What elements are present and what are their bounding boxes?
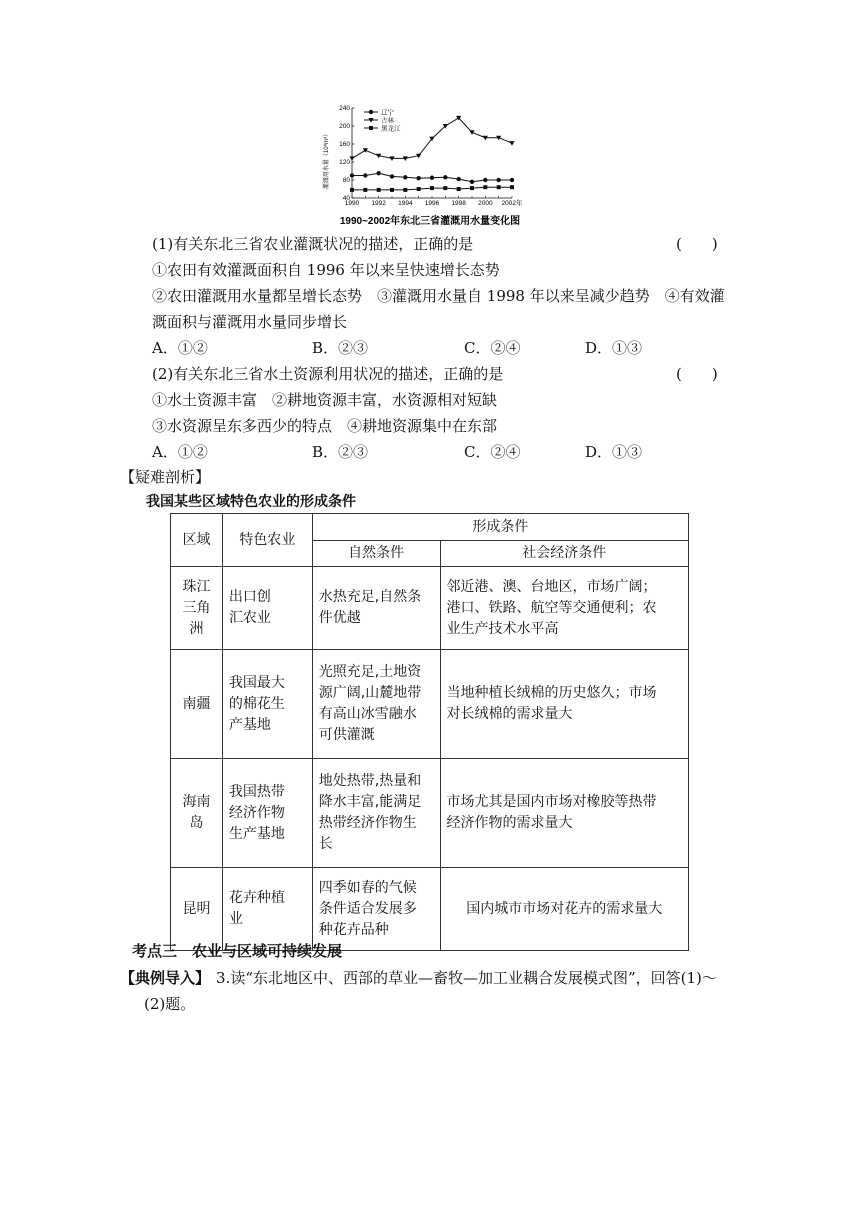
cell-agriculture — [222, 650, 312, 759]
y-tick-label: 160 — [339, 141, 350, 149]
header-agriculture: 特色农业 — [222, 514, 312, 567]
cell-line: 生产基地 — [228, 825, 285, 842]
cell-social — [440, 567, 689, 650]
example-text-1: 3.读“东北地区中、西部的草业—畜牧—加工业耦合发展模式图”，回答(1)～ — [216, 969, 717, 987]
x-tick-label: 2000 — [478, 200, 493, 207]
cell-line: 对长绒棉的需求量大 — [446, 706, 573, 722]
q1-answer-paren[interactable]: ( ) — [676, 235, 718, 253]
q1-option-d[interactable]: D．①③ — [585, 339, 643, 357]
q1-statement-1: ①农田有效灌溉面积自 1996 年以来呈快速增长态势 — [152, 261, 500, 279]
q1-stem: (1)有关东北三省农业灌溉状况的描述，正确的是 — [152, 235, 474, 253]
cell-line: 热带经济作物生 — [318, 815, 417, 831]
q2-statement-2: ③水资源呈东多西少的特点 ④耕地资源集中在东部 — [152, 417, 498, 435]
data-point — [417, 187, 421, 191]
table-title: 我国某些区域特色农业的形成条件 — [146, 494, 356, 510]
chart-axes — [352, 108, 512, 198]
data-point — [430, 186, 434, 190]
data-point — [349, 156, 354, 161]
legend-label: 黑龙江 — [381, 125, 401, 133]
cell-line: 港口、铁路、航空等交通便利；农 — [446, 599, 657, 616]
data-point — [363, 188, 367, 192]
cell-line: 源广阔,山麓地带 — [318, 685, 422, 701]
data-point — [390, 188, 394, 192]
cell-natural — [312, 759, 440, 868]
data-point — [430, 176, 434, 180]
x-tick-label: 1996 — [424, 200, 440, 207]
q2-option-d[interactable]: D．①③ — [585, 443, 643, 461]
cell-region — [171, 650, 223, 759]
q2-answer-paren[interactable]: ( ) — [676, 365, 718, 383]
header-region: 区域 — [171, 514, 223, 567]
cell-line: 昆明 — [182, 900, 211, 917]
header-social: 社会经济条件 — [440, 541, 689, 567]
analysis-heading: 【疑难剖析】 — [120, 468, 211, 486]
chart-series — [349, 116, 514, 192]
header-natural: 自然条件 — [312, 541, 440, 567]
cell-agriculture — [222, 868, 312, 951]
cell-line: 市场尤其是国内市场对橡胶等热带 — [446, 794, 657, 810]
cell-line: 有高山冰雪融水 — [318, 706, 417, 722]
data-point — [470, 180, 474, 184]
cell-natural — [312, 868, 440, 951]
header-conditions: 形成条件 — [312, 514, 688, 541]
irrigation-water-chart — [318, 100, 542, 228]
data-point — [416, 176, 420, 180]
example-tag: 【典例导入】 — [120, 969, 211, 987]
cell-line: 南疆 — [182, 695, 211, 712]
data-point — [377, 188, 381, 192]
cell-natural — [312, 567, 440, 650]
data-point — [510, 185, 514, 189]
table-row — [171, 650, 689, 759]
q2-option-a[interactable]: A．①② — [152, 443, 208, 461]
data-point — [457, 187, 461, 191]
example-intro — [120, 967, 717, 989]
cell-line: 的棉花生 — [228, 695, 285, 712]
cell-line: 种花卉品种 — [318, 921, 389, 938]
cell-line: 水热充足,自然条 — [318, 589, 422, 605]
q1-option-a[interactable]: A．①② — [152, 339, 208, 357]
x-tick-label: 1998 — [451, 200, 466, 207]
cell-line: 件优越 — [318, 610, 361, 626]
q2-statement-1: ①水土资源丰富 ②耕地资源丰富，水资源相对短缺 — [152, 391, 498, 409]
cell-line: 可供灌溉 — [318, 727, 375, 743]
cell-line: 三角 — [182, 599, 211, 616]
y-tick-label: 40 — [342, 195, 350, 203]
cell-line: 地处热带,热量和 — [318, 773, 422, 789]
data-point — [510, 178, 514, 182]
legend-label: 辽宁 — [381, 109, 394, 117]
series-1 — [350, 171, 514, 184]
y-tick-label: 120 — [339, 159, 350, 167]
cell-line: 珠江 — [182, 578, 211, 595]
cell-line: 国内城市市场对花卉的需求量大 — [466, 900, 663, 917]
cell-line: 四季如春的气候 — [318, 879, 417, 896]
x-tick-label: 1992 — [371, 200, 386, 207]
q2-stem: (2)有关东北三省水土资源利用状况的描述，正确的是 — [152, 365, 504, 383]
table-row — [171, 868, 689, 951]
cell-social — [440, 868, 689, 951]
data-point — [350, 173, 354, 177]
cell-region — [171, 759, 223, 868]
cell-line: 业生产技术水平高 — [446, 620, 559, 637]
q2-option-c[interactable]: C．②④ — [464, 443, 521, 461]
y-axis-label: 灌溉用水量（10⁸m³） — [324, 130, 330, 190]
cell-line: 我国热带 — [228, 783, 285, 800]
y-tick-label: 240 — [339, 105, 350, 113]
chart-title: 1990~2002年东北三省灌溉用水量变化图 — [339, 216, 521, 227]
legend-marker — [369, 126, 373, 130]
y-tick-label: 80 — [342, 177, 350, 185]
cell-social — [440, 759, 689, 868]
q1-option-c[interactable]: C．②④ — [464, 339, 521, 357]
cell-line: 光照充足,土地资 — [318, 664, 422, 680]
cell-agriculture — [222, 567, 312, 650]
legend-marker — [369, 110, 373, 114]
table-header-row — [171, 514, 689, 541]
cell-line: 长 — [318, 836, 333, 852]
cell-line: 经济作物的需求量大 — [446, 815, 573, 831]
section-title: 考点三 农业与区域可持续发展 — [132, 942, 343, 960]
data-point — [470, 186, 474, 190]
y-tick-label: 200 — [339, 123, 350, 131]
cell-agriculture — [222, 759, 312, 868]
data-point — [443, 175, 447, 179]
q1-statement-3: 溉面积与灌溉用水量同步增长 — [152, 313, 348, 331]
data-point — [363, 173, 367, 177]
cell-region — [171, 868, 223, 951]
cell-line: 洲 — [189, 620, 204, 637]
cell-line: 我国最大 — [228, 674, 285, 691]
cell-line: 邻近港、澳、台地区，市场广阔； — [446, 578, 657, 595]
data-point — [497, 185, 501, 189]
x-tick-label: 2002年 — [501, 200, 523, 207]
table-row — [171, 567, 689, 650]
data-point — [456, 177, 460, 181]
cell-line: 业 — [228, 911, 243, 927]
cell-line: 当地种植长绒棉的历史悠久；市场 — [446, 685, 657, 701]
cell-line: 出口创 — [228, 589, 271, 605]
q2-option-b[interactable]: B．②③ — [312, 443, 369, 461]
example-text-2: (2)题。 — [144, 995, 196, 1013]
data-point — [376, 171, 380, 175]
data-point — [403, 188, 407, 192]
series-3 — [350, 185, 514, 192]
cell-line: 条件适合发展多 — [318, 900, 417, 917]
cell-social — [440, 650, 689, 759]
chart-legend — [364, 107, 401, 132]
cell-line: 降水丰富,能满足 — [318, 794, 422, 810]
cell-region — [171, 567, 223, 650]
data-point — [496, 178, 500, 182]
data-point — [350, 188, 354, 192]
q1-statement-2: ②农田灌溉用水量都呈增长态势 ③灌溉用水量自 1998 年以来呈减少趋势 ④有效灌 — [152, 287, 725, 305]
cell-line: 经济作物 — [228, 804, 285, 821]
table-row — [171, 759, 689, 868]
cell-line: 海南 — [182, 794, 211, 810]
data-point — [403, 175, 407, 179]
data-point — [483, 185, 487, 189]
x-tick-label: 1994 — [398, 200, 413, 207]
data-point — [390, 174, 394, 178]
legend-label: 吉林 — [381, 117, 394, 125]
x-tick-label: 1990 — [344, 200, 360, 207]
cell-line: 岛 — [189, 815, 204, 831]
cell-line: 汇农业 — [228, 610, 271, 626]
agriculture-conditions-table — [170, 513, 689, 951]
cell-line: 产基地 — [228, 716, 271, 733]
data-point — [509, 141, 514, 146]
cell-line: 花卉种植 — [228, 890, 285, 906]
data-point — [443, 186, 447, 190]
series-2 — [349, 116, 514, 161]
cell-natural — [312, 650, 440, 759]
data-point — [483, 178, 487, 182]
y-tick-labels — [339, 105, 350, 202]
x-tick-labels — [345, 198, 523, 207]
q1-option-b[interactable]: B．②③ — [312, 339, 369, 357]
